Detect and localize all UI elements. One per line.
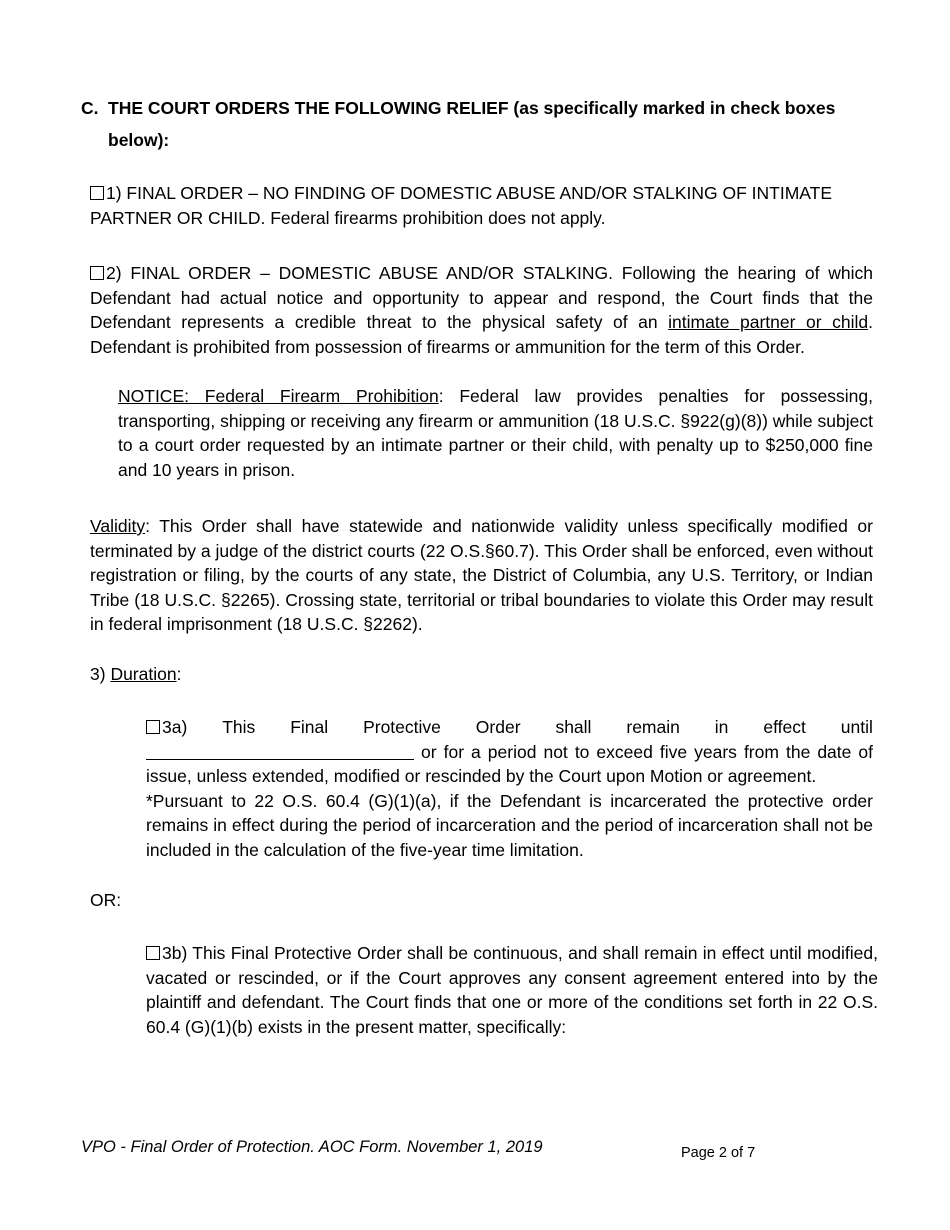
- order-3a-word: shall: [555, 717, 592, 737]
- duration-label: Duration: [110, 664, 177, 684]
- order-3a-first-word: [146, 715, 187, 740]
- notice-text: : Federal law provides penalties for possessing, transporting, shipping or receiving any firearm or ammunition (18 U.S.C. §922(g)(8)) while subject to a court order requested by an intimate partner or their child, with penalty up to $250,000 fine and 10 years in prison.: [118, 386, 873, 480]
- section-c-heading: [81, 92, 841, 156]
- order-3a-word: remain: [626, 717, 680, 737]
- section-letter: C.: [81, 98, 99, 118]
- validity-paragraph: [90, 514, 873, 637]
- section-heading-text: THE COURT ORDERS THE FOLLOWING RELIEF (as specifically marked in check boxes below):: [108, 98, 836, 150]
- validity-text: : This Order shall have statewide and nationwide validity unless specifically modified or terminated by a judge of the district courts (22 O.S.§60.7). This Order shall be enforced, even without registration or filing, by the courts of any state, the District of Columbia, any U.S. Territory, or Indian Tribe (18 U.S.C. §2265). Crossing state, territorial or tribal boundaries to violate this Order may result in federal imprisonment (18 U.S.C. §2262).: [90, 516, 873, 635]
- order-3a-word: effect: [763, 717, 806, 737]
- order-3a-word: 3a): [162, 717, 188, 737]
- duration-heading: [90, 662, 873, 687]
- order-3a-after-blank: or for a period not to exceed five years from the date of issue, unless extended, modified or rescinded by the Court upon Motion or agreement.: [146, 741, 873, 787]
- order-3a-word: in: [714, 717, 729, 737]
- footer-form-info: VPO - Final Order of Protection. AOC Form. November 1, 2019: [81, 1138, 543, 1156]
- order-2-underlined: intimate partner or child: [668, 312, 869, 333]
- order-3a-first-line: [146, 715, 873, 740]
- order-3a-paragraph: [146, 715, 873, 863]
- order-3a-word: Final: [290, 717, 329, 737]
- or-label: OR:: [90, 890, 122, 910]
- notice-label: NOTICE: Federal Firearm Prohibition: [118, 386, 439, 406]
- validity-label: Validity: [90, 516, 146, 536]
- order-3a-word: This: [222, 717, 256, 737]
- order-1-checkbox[interactable]: [90, 186, 104, 200]
- order-3a-note: *Pursuant to 22 O.S. 60.4 (G)(1)(a), if the Defendant is incarcerated the protective order remains in effect during the period of incarceration and the period of incarceration shall not be included in the calculation of the five-year time limitation.: [146, 790, 873, 860]
- duration-prefix: 3): [90, 664, 111, 684]
- order-3a-date-blank[interactable]: [146, 742, 414, 760]
- order-3a-word: Order: [475, 717, 521, 737]
- firearm-notice-paragraph: [118, 384, 873, 482]
- order-3b-text: 3b) This Final Protective Order shall be continuous, and shall remain in effect until modified, vacated or rescinded, or if the Court approves any consent agreement entered into by the plaintiff and defendant. The Court finds that one or more of the conditions set forth in 22 O.S. 60.4 (G)(1)(b) exists in the present matter, specifically:: [146, 943, 878, 1037]
- order-3a-body: [146, 740, 873, 789]
- order-3a-word: until: [840, 717, 873, 737]
- order-3a-word: Protective: [363, 717, 441, 737]
- duration-suffix: :: [176, 664, 182, 684]
- order-2-checkbox[interactable]: [90, 266, 104, 280]
- order-2-paragraph: [90, 261, 873, 359]
- order-1-paragraph: [90, 181, 880, 230]
- order-3b-paragraph: [146, 941, 878, 1039]
- order-2-text-before: 2) FINAL ORDER – DOMESTIC ABUSE AND/OR STALKING. Following the hearing of which Defendant had actual notice and opportunity to appear and respond, the Court finds that the Defendant represents a credible threat to the physical safety of an: [90, 263, 873, 333]
- order-2-text-after: . Defendant is prohibited from possession of firearms or ammunition for the term of this Order.: [90, 312, 873, 357]
- order-3a-checkbox[interactable]: [146, 720, 160, 734]
- footer-page-number: Page 2 of 7: [681, 1145, 756, 1161]
- order-3b-checkbox[interactable]: [146, 946, 160, 960]
- order-1-text: 1) FINAL ORDER – NO FINDING OF DOMESTIC ABUSE AND/OR STALKING OF INTIMATE PARTNER OR CHILD. Federal firearms prohibition does not apply.: [90, 183, 833, 228]
